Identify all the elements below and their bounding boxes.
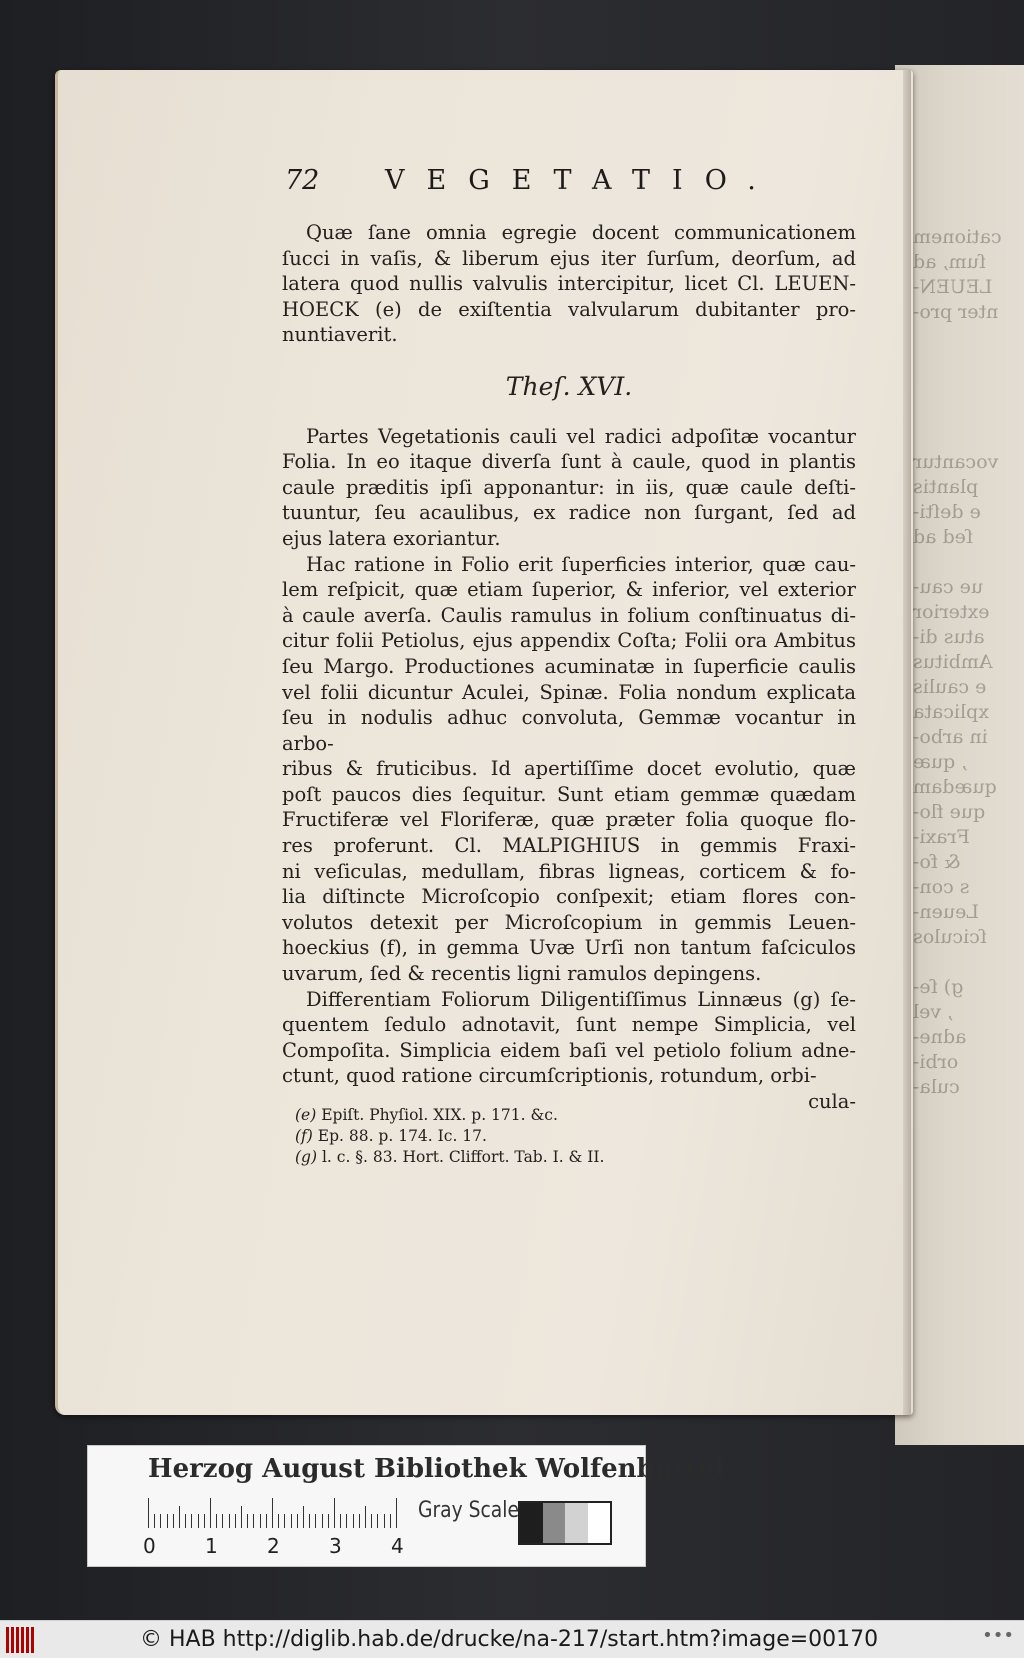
ruler-tick — [247, 1514, 248, 1528]
ghost-line: Leuen- — [913, 901, 979, 923]
ghost-line: ſciculos — [913, 926, 987, 948]
ghost-line: ue cau- — [913, 576, 984, 598]
ruler-tick — [328, 1514, 329, 1528]
ghost-line: plantis — [913, 476, 979, 498]
ruler-tick — [390, 1514, 391, 1528]
ruler-tick — [346, 1514, 347, 1528]
ruler-tick — [179, 1506, 180, 1528]
gray-swatch — [565, 1503, 588, 1543]
paragraph-3 — [282, 552, 856, 987]
text-line: Compoſita. Simplicia eidem baſi vel petiolo folium adne- — [282, 1038, 856, 1062]
footnotes — [295, 1105, 855, 1168]
footnote — [295, 1126, 855, 1147]
ghost-line: s con- — [913, 876, 970, 898]
ruler-tick — [191, 1514, 192, 1528]
text-line: lia diſtincte Microſcopio conſpexit; etiam flores con- — [282, 885, 856, 909]
text-line: ſucci in vaſis, & liberum ejus iter ſurſum, deorſum, ad — [282, 246, 856, 270]
ruler-tick — [272, 1498, 273, 1528]
ruler-tick — [284, 1514, 285, 1528]
ghost-line — [913, 550, 1024, 575]
ruler-label: 2 — [267, 1534, 280, 1558]
ruler-tick — [167, 1514, 168, 1528]
ghost-line: , vel — [913, 1001, 954, 1023]
ghost-line: que flo- — [913, 801, 986, 823]
source-url[interactable]: © HAB http://diglib.hab.de/drucke/na-217/start.htm?image=00170 — [140, 1627, 879, 1652]
footnote — [295, 1105, 855, 1126]
text-line: Quæ ſane omnia egregie docent communicationem — [306, 221, 856, 244]
library-name: Herzog August Bibliothek Wolfenbüttel — [148, 1454, 725, 1484]
footnote — [295, 1147, 855, 1168]
gray-swatch — [588, 1503, 611, 1543]
ghost-line: e caulis — [913, 676, 987, 698]
ruler-tick — [340, 1514, 341, 1528]
gray-scale-swatches — [518, 1501, 612, 1545]
text-line: lem reſpicit, quæ etiam ſuperior, & inferior, vel exterior — [282, 578, 856, 602]
ruler-tick — [309, 1514, 310, 1528]
ruler-tick — [353, 1514, 354, 1528]
ruler-tick — [260, 1514, 261, 1528]
text-line: ejus latera exoriantur. — [282, 526, 501, 550]
text-line: à caule averſa. Caulis ramulus in folium conſtinuatus di- — [282, 603, 856, 627]
text-line: Differentiam Foliorum Diligentiſſimus Linnæus (g) ſe- — [306, 987, 856, 1011]
text-line: volutos detexit per Microſcopium in gemmis Leuen- — [282, 910, 856, 934]
hab-logo-icon — [6, 1627, 46, 1653]
text-line: citur folii Petiolus, ejus appendix Coſta; Folii ora Ambitus — [282, 629, 856, 653]
ghost-line: LEUEN- — [913, 276, 993, 298]
ruler-tick — [229, 1514, 230, 1528]
ruler-tick — [315, 1514, 316, 1528]
ruler-labels — [143, 1534, 483, 1556]
text-line: HOECK (e) de exiſtentia valvularum dubitanter pro- — [282, 297, 856, 321]
running-title: VEGETATIO. — [385, 165, 778, 196]
ghost-line: in arbo- — [913, 726, 988, 748]
footnote-text: Epiſt. Phyſiol. XIX. p. 171. &c. — [321, 1106, 558, 1124]
paragraph-2 — [282, 424, 856, 552]
page-header — [285, 165, 785, 205]
ghost-line — [913, 400, 1024, 425]
ghost-line — [913, 425, 1024, 450]
ghost-line: & fo- — [913, 851, 961, 873]
ruler-tick — [154, 1514, 155, 1528]
ruler-tick — [365, 1506, 366, 1528]
ruler-tick — [384, 1514, 385, 1528]
ghost-line — [913, 950, 1024, 975]
gray-scale-label: Gray Scale — [418, 1498, 519, 1523]
page-number: 72 — [285, 165, 320, 196]
ghost-line — [913, 325, 1024, 350]
ruler-label: 0 — [143, 1534, 156, 1558]
facing-page — [895, 65, 1024, 1445]
ruler-tick — [173, 1514, 174, 1528]
ruler-tick — [216, 1514, 217, 1528]
ruler-tick — [204, 1514, 205, 1528]
text-line: poſt paucos dies ſequitur. Sunt etiam gemmæ quædam — [282, 782, 856, 806]
page-edge — [903, 70, 911, 1415]
text-line: Hac ratione in Folio erit ſuperficies interior, quæ cau- — [306, 552, 856, 576]
ghost-line — [913, 375, 1024, 400]
viewer-footer — [0, 1620, 1024, 1658]
ghost-line: exterior — [913, 601, 990, 623]
text-line: ctunt, quod ratione circumſcriptionis, rotundum, orbi- — [282, 1064, 817, 1088]
text-line: hoeckius (f), in gemma Uvæ Urſi non tantum faſciculos — [282, 936, 856, 960]
more-options-icon[interactable]: ••• — [982, 1625, 1014, 1646]
paragraph-1 — [282, 220, 856, 348]
ruler-tick — [266, 1514, 267, 1528]
text-line: ribus & fruticibus. Id apertiſſime docet evolutio, quæ — [282, 757, 856, 781]
text-line: ſeu Margo. Productiones acuminatæ in ſuperficie caulis — [282, 654, 856, 678]
ruler-label: 4 — [391, 1534, 404, 1558]
footnote-mark: (e) — [295, 1106, 322, 1124]
ghost-line: quædam — [913, 776, 997, 798]
text-line: quentem ſedulo adnotavit, ſunt nempe Simplicia, vel — [282, 1013, 856, 1037]
color-calibration-bar — [87, 1445, 725, 1567]
paragraph-4 — [282, 987, 856, 1089]
ghost-line: Fraxi- — [913, 826, 970, 848]
ruler-tick — [359, 1514, 360, 1528]
ruler-tick — [185, 1514, 186, 1528]
ruler-tick — [160, 1514, 161, 1528]
ghost-line: ſum, ad — [913, 251, 986, 273]
ruler-tick — [377, 1514, 378, 1528]
ruler-label: 3 — [329, 1534, 342, 1558]
ghost-line: xplicata — [913, 701, 989, 723]
ruler-tick — [303, 1506, 304, 1528]
ghost-line: Ambitus — [913, 651, 993, 673]
thesis-heading: Theſ. XVI. — [505, 371, 633, 401]
text-line: Folia. In eo itaque diverſa ſunt à caule, quod in plantis — [282, 450, 856, 474]
text-line: ſeu in nodulis adhuc convoluta, Gemmæ vocantur in arbo- — [282, 706, 856, 755]
gray-swatch — [520, 1503, 543, 1543]
ghost-line: cula- — [913, 1076, 960, 1098]
ruler-tick — [148, 1498, 149, 1528]
body-text — [282, 220, 856, 1115]
ruler-tick — [253, 1514, 254, 1528]
text-line: uvarum, ſed & recentis ligni ramulos depingens. — [282, 962, 762, 986]
ghost-line: cationem — [913, 226, 1002, 248]
bleed-through-text — [913, 225, 1024, 1100]
ruler-tick — [334, 1498, 335, 1528]
ghost-line: e deſti- — [913, 501, 981, 523]
ruler-tick — [371, 1514, 372, 1528]
ghost-line — [913, 350, 1024, 375]
ruler-tick — [291, 1514, 292, 1528]
ruler-tick — [235, 1514, 236, 1528]
ghost-line: atus di- — [913, 626, 985, 648]
text-line: tuuntur, ſeu acaulibus, ex radice non ſurgant, ſed ad — [282, 501, 856, 525]
gray-swatch — [543, 1503, 566, 1543]
footnote-mark: (g) — [295, 1148, 322, 1166]
text-line: ni veſiculas, medullam, fibras ligneas, corticem & fo- — [282, 859, 856, 883]
ruler-tick — [297, 1514, 298, 1528]
text-line: Fructiferæ vel Floriferæ, quæ præter folia quoque flo- — [282, 808, 856, 832]
catchword: cula- — [808, 1090, 856, 1113]
ruler-label: 1 — [205, 1534, 218, 1558]
ghost-line: orbi- — [913, 1051, 959, 1073]
ghost-line: g) ſe- — [913, 976, 964, 998]
text-line: nuntiaverit. — [282, 323, 398, 347]
ghost-line: nter pro- — [913, 301, 999, 323]
ghost-line: adne- — [913, 1026, 967, 1048]
ruler-tick — [222, 1514, 223, 1528]
text-line: res proferunt. Cl. MALPIGHIUS in gemmis Fraxi- — [282, 834, 856, 858]
text-line: latera quod nullis valvulis intercipitur, licet Cl. LEUEN- — [282, 272, 856, 296]
text-line: Partes Vegetationis cauli vel radici adpoſitæ vocantur — [306, 424, 856, 448]
ruler-tick — [198, 1514, 199, 1528]
ruler-tick — [278, 1514, 279, 1528]
ghost-line: ſed ad — [913, 526, 973, 548]
footnote-text: l. c. §. 83. Hort. Cliffort. Tab. I. & II. — [321, 1148, 605, 1166]
footnote-mark: (f) — [295, 1127, 318, 1145]
footnote-text: Ep. 88. p. 174. Ic. 17. — [317, 1127, 487, 1145]
ghost-line: vocantur — [913, 451, 999, 473]
ruler-tick — [210, 1498, 211, 1528]
ruler-tick — [241, 1506, 242, 1528]
text-line: vel folii dicuntur Aculei, Spinæ. Folia nondum explicata — [282, 680, 856, 704]
ruler-tick — [322, 1514, 323, 1528]
text-line: caule præditis ipſi apponantur: in iis, quæ caule deſti- — [282, 475, 856, 499]
ghost-line: , quæ — [913, 751, 968, 773]
ruler-tick — [396, 1498, 397, 1528]
